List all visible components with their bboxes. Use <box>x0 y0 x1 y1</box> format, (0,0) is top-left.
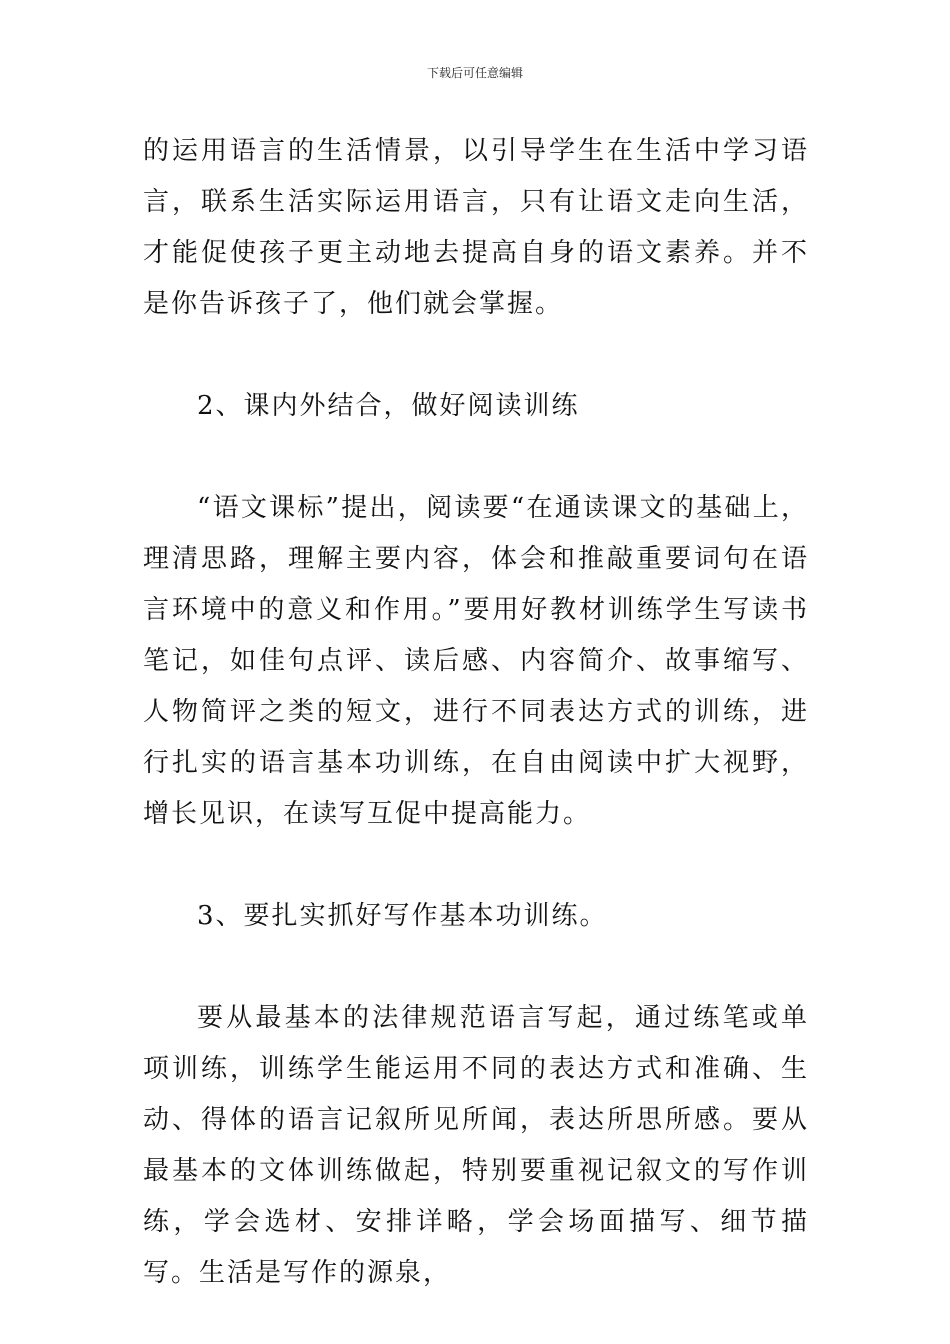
section-heading-3: 3、要扎实抓好写作基本功训练。 <box>197 901 608 931</box>
paragraph-gap <box>143 942 809 993</box>
section-heading-2: 2、课内外结合，做好阅读训练 <box>197 391 580 421</box>
document-body <box>143 126 809 1299</box>
paragraph-gap <box>143 432 809 483</box>
paragraph-writing-training: 要从最基本的法律规范语言写起，通过练笔或单项训练，训练学生能运用不同的表达方式和准确、生动、得体的语言记叙所见所闻，表达所思所感。要从最基本的文体训练做起，特别要重视记叙文的写作训练，学会选材、安排详略，学会场面描写、细节描写。生活是写作的源泉， <box>143 1003 809 1288</box>
paragraph-gap <box>143 840 809 891</box>
paragraph-reading-training: “语文课标”提出，阅读要“在通读课文的基础上，理清思路，理解主要内容，体会和推敲重要词句在语言环境中的意义和作用。”要用好教材训练学生写读书笔记，如佳句点评、读后感、内容简介、故事缩写、人物简评之类的短文，进行不同表达方式的训练，进行扎实的语言基本功训练，在自由阅读中扩大视野，增长见识，在读写互促中提高能力。 <box>143 493 809 829</box>
page-header: 下载后可任意编辑 <box>426 66 523 80</box>
paragraph-continuation: 的运用语言的生活情景，以引导学生在生活中学习语言，联系生活实际运用语言，只有让语文走向生活，才能促使孩子更主动地去提高自身的语文素养。并不是你告诉孩子了，他们就会掌握。 <box>143 136 809 319</box>
paragraph-gap <box>143 330 809 381</box>
